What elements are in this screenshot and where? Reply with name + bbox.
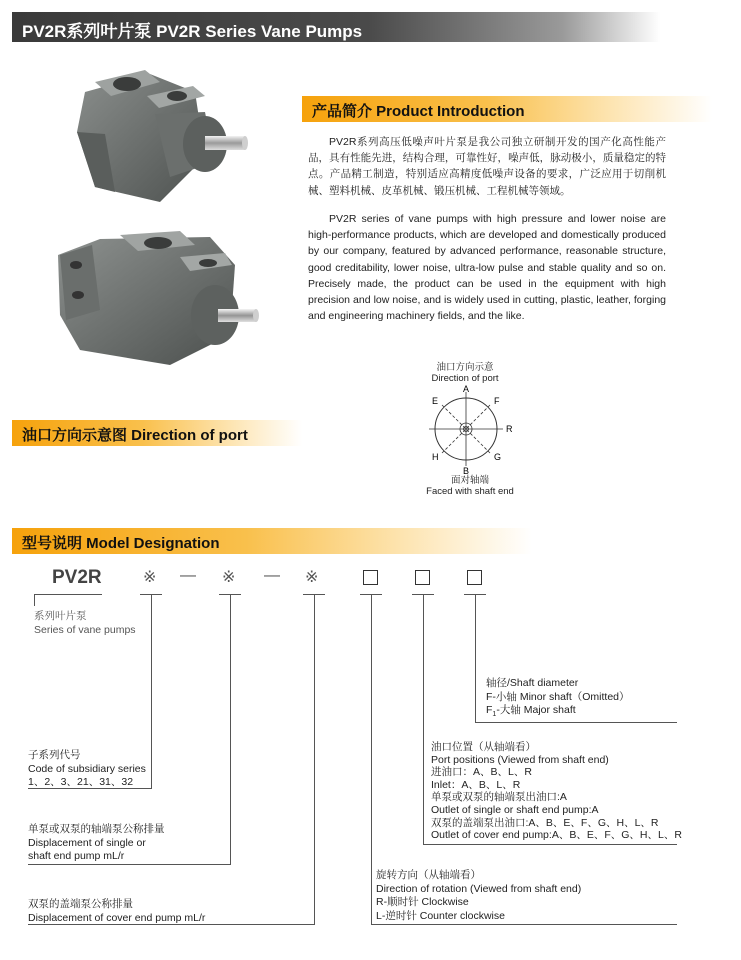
underline-code bbox=[34, 594, 102, 595]
section-model-designation bbox=[12, 528, 532, 554]
port-diagram-caption bbox=[400, 475, 540, 497]
section-direction-of-port bbox=[12, 420, 302, 446]
port-diagram-title bbox=[400, 362, 530, 384]
ports-line-3: 进油口：A、B、L、R bbox=[431, 766, 532, 779]
port-label-f: F bbox=[494, 396, 500, 406]
displacement-desc bbox=[28, 823, 165, 864]
section-heading: 油口方向示意图 Direction of port bbox=[22, 427, 248, 444]
model-code: PV2R bbox=[52, 567, 102, 588]
leader-rotation-h bbox=[371, 924, 677, 925]
series-desc-cn: 系列叶片泵 bbox=[34, 610, 87, 622]
model-box-rotation bbox=[363, 570, 378, 585]
leader-series bbox=[34, 594, 35, 606]
ports-line-6: Outlet of single or shaft end pump:A bbox=[431, 803, 599, 816]
rotation-desc bbox=[376, 869, 581, 923]
shaft-title: 轴径/Shaft diameter bbox=[486, 677, 579, 689]
displacement-line-1: 单泵或双泵的轴端泵公称排量 bbox=[28, 823, 165, 835]
port-label-b: B bbox=[463, 466, 470, 474]
title-bar bbox=[12, 12, 660, 42]
pump-image-bottom bbox=[50, 225, 265, 375]
model-sym-subsidiary: ※ bbox=[143, 569, 157, 586]
page-title: PV2R系列叶片泵 PV2R Series Vane Pumps bbox=[22, 22, 363, 41]
displacement-line-3: shaft end pump mL/r bbox=[28, 850, 125, 862]
model-sym-displacement: ※ bbox=[222, 569, 236, 586]
port-label-e: E bbox=[432, 396, 439, 406]
leader-shaft bbox=[475, 594, 476, 722]
ports-line-1: 油口位置（从轴端看） bbox=[431, 741, 536, 753]
rotation-line-3: R-顺时针 Clockwise bbox=[376, 896, 469, 908]
ports-line-8: Outlet of cover end pump:A、B、E、F、G、H、L、R bbox=[431, 829, 682, 842]
section-heading: 型号说明 Model Designation bbox=[22, 535, 220, 552]
leader-displacement bbox=[230, 594, 231, 864]
rotation-line-1: 旋转方向（从轴端看） bbox=[376, 869, 481, 881]
model-box-shaft bbox=[467, 570, 482, 585]
port-label-a: A bbox=[463, 384, 470, 394]
port-label-g: G bbox=[494, 452, 502, 462]
port-diagram-title-en: Direction of port bbox=[431, 373, 499, 384]
leader-cover bbox=[314, 594, 315, 924]
port-diagram-title-cn: 油口方向示意 bbox=[436, 362, 494, 373]
shaft-major-rest: -大轴 Major shaft bbox=[496, 704, 576, 716]
subsidiary-line-1: 子系列代号 bbox=[28, 749, 81, 761]
cover-displacement-desc bbox=[28, 898, 205, 925]
leader-port bbox=[423, 594, 424, 844]
section-product-introduction bbox=[302, 96, 712, 122]
ports-line-7: 双泵的盖端泵出油口:A、B、E、F、G、H、L、R bbox=[431, 816, 659, 829]
model-dash-2: — bbox=[264, 567, 280, 584]
ports-line-5: 单泵或双泵的轴端泵出油口:A bbox=[431, 791, 567, 804]
port-label-h: H bbox=[432, 452, 439, 462]
series-desc bbox=[34, 610, 136, 637]
shaft-major bbox=[486, 704, 630, 722]
port-positions-desc bbox=[431, 741, 682, 842]
shaft-major-sub: 1 bbox=[492, 711, 497, 719]
shaft-major-prefix: F bbox=[486, 704, 493, 716]
shaft-minor: F-小轴 Minor shaft（Omitted） bbox=[486, 690, 630, 703]
leader-rotation bbox=[371, 594, 372, 924]
leader-displacement-h bbox=[28, 864, 231, 865]
port-caption-en: Faced with shaft end bbox=[426, 486, 514, 497]
subsidiary-desc bbox=[28, 749, 146, 790]
pump-image-top bbox=[55, 62, 255, 222]
intro-text-cn: PV2R系列高压低噪声叶片泵是我公司独立研制开发的国产化高性能产品，具有性能先进，结构合理，可靠性好，噪声低，脉动极小，质量稳定的特点。产品精工制造，特别适应高精度低噪声设备的要求，广泛应用于切削机械、塑料机械、皮革机械、锻压机械、工程机械等领域。 bbox=[308, 136, 666, 197]
ports-line-4: Inlet：A、B、L、R bbox=[431, 778, 521, 791]
shaft-desc bbox=[486, 677, 630, 722]
port-diagram bbox=[420, 384, 520, 474]
section-heading: 产品简介 Product Introduction bbox=[312, 103, 525, 120]
model-dash-1: — bbox=[180, 567, 196, 584]
cover-line-2: Displacement of cover end pump mL/r bbox=[28, 911, 206, 924]
port-label-r: R bbox=[506, 424, 513, 434]
subsidiary-line-3: 1、2、3、21、31、32 bbox=[28, 776, 134, 788]
displacement-line-2: Displacement of single or bbox=[28, 836, 146, 849]
rotation-line-2: Direction of rotation (Viewed from shaft end) bbox=[376, 882, 582, 895]
model-box-port bbox=[415, 570, 430, 585]
rotation-line-4: L-逆时针 Counter clockwise bbox=[376, 909, 505, 922]
intro-paragraph-en bbox=[308, 211, 666, 324]
model-sym-cover-displacement: ※ bbox=[305, 569, 319, 586]
cover-line-1: 双泵的盖端泵公称排量 bbox=[28, 898, 133, 910]
series-desc-en: Series of vane pumps bbox=[34, 623, 136, 636]
intro-text-en: PV2R series of vane pumps with high pressure and lower noise are high-performance products, which are developed and domestically produced by our company, featured by advanced performance, reasonable structure, good creditability, lower noise, ultra-low pulse and stable quality and so on. Precisely made, the product can be used in the equipment with high precision and low noise, and is widely used in cutting, plastic, leather, forging and engineering machinery fields, and the like. bbox=[308, 213, 666, 323]
leader-port-h bbox=[423, 844, 677, 845]
leader-subsidiary bbox=[151, 594, 152, 788]
port-caption-cn: 面对轴端 bbox=[450, 475, 489, 486]
ports-line-2: Port positions (Viewed from shaft end) bbox=[431, 753, 609, 766]
subsidiary-line-2: Code of subsidiary series bbox=[28, 762, 146, 775]
intro-paragraph-cn bbox=[308, 134, 666, 199]
leader-shaft-h bbox=[475, 722, 677, 723]
